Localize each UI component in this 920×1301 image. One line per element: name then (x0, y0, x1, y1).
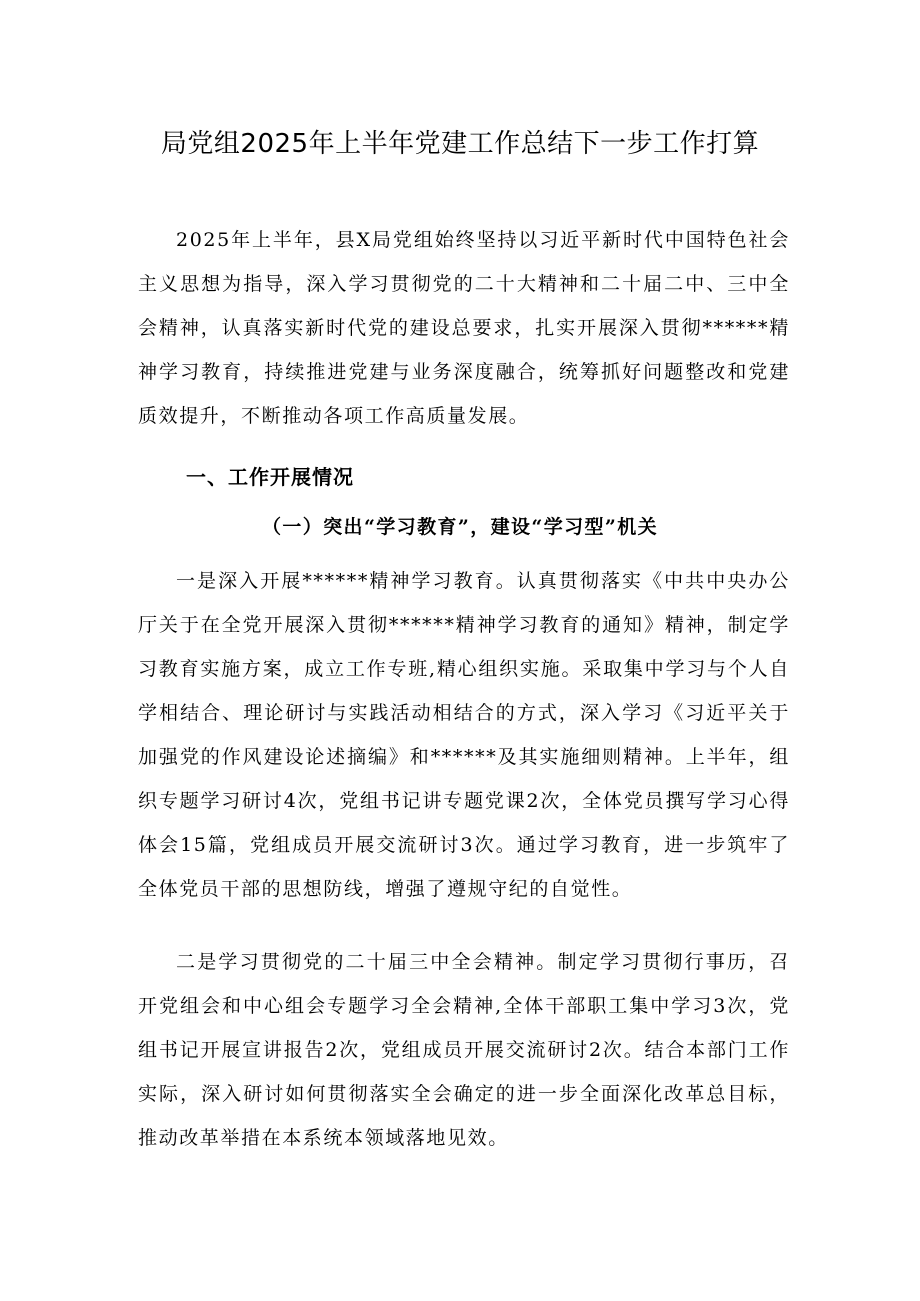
section-heading: 一、工作开展情况 (186, 465, 354, 489)
paragraph-item-one: 一是深入开展******精神学习教育。认真贯彻落实《中共中央办公厅关于在全党开展深入贯彻******精神学习教育的通知》精神，制定学习教育实施方案，成立工作专班,精心组织实施。采取集中学习与个人自学相结合、理论研讨与实践活动相结合的方式，深入学习《习近平关于加强党的作风建设论述摘编》和******及其实施细则精神。上半年，组织专题学习研讨4次，党组书记讲专题党课2次，全体党员撰写学习心得体会15篇，党组成员开展交流研讨3次。通过学习教育，进一步筑牢了全体党员干部的思想防线，增强了遵规守纪的自觉性。 (138, 570, 790, 900)
intro-paragraph: 2025年上半年，县X局党组始终坚持以习近平新时代中国特色社会主义思想为指导，深入学习贯彻党的二十大精神和二十届二中、三中全会精神，认真落实新时代党的建设总要求，扎实开展深入贯彻******精神学习教育，持续推进党建与业务深度融合，统筹抓好问题整改和党建质效提升，不断推动各项工作高质量发展。 (138, 229, 790, 427)
document-title: 局党组2025年上半年党建工作总结下一步工作打算 (160, 129, 760, 159)
paragraph-item-two: 二是学习贯彻党的二十届三中全会精神。制定学习贯彻行事历，召开党组会和中心组会专题学习全会精神,全体干部职工集中学习3次，党组书记开展宣讲报告2次，党组成员开展交流研讨2次。结合本部门工作实际，深入研讨如何贯彻落实全会确定的进一步全面深化改革总目标，推动改革举措在本系统本领域落地见效。 (138, 951, 790, 1149)
sub-heading: （一）突出“学习教育”，建设“学习型”机关 (261, 516, 659, 538)
